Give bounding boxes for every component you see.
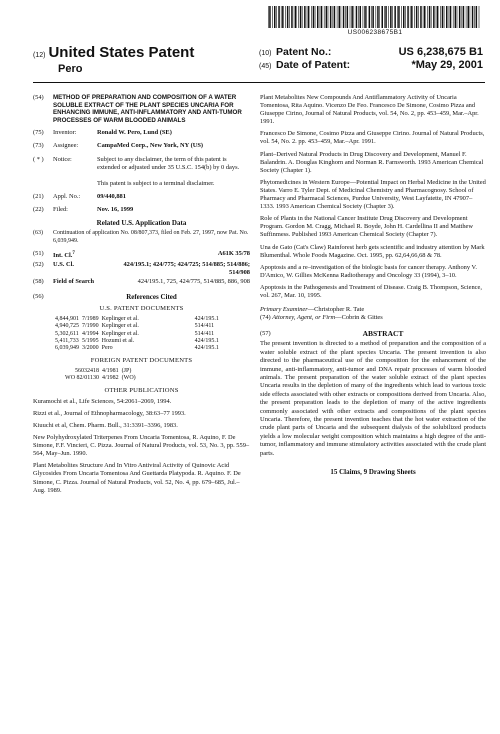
- abstract-code: (57): [260, 330, 271, 338]
- right-column: [260, 94, 486, 476]
- filed-field: [33, 206, 250, 214]
- appl-label: Appl. No.:: [53, 192, 81, 200]
- foreign-patent-country: (WO): [121, 375, 136, 382]
- attorney-row: [260, 314, 486, 322]
- us-patent-date: 3/2000: [82, 345, 99, 352]
- other-publications-right: [260, 94, 486, 300]
- publication-entry: Role of Plants in the National Cancer Institute Drug Discovery and Development Program. Gordon M. Cragg, Michael R. Boyde, John H. Cardellina II and Matthew Suffinmess. Published 1993 American Chemical Society (Chapter 7).: [260, 215, 473, 239]
- inventor-code: (75): [33, 129, 44, 137]
- examiner-label: Primary Examiner: [260, 306, 308, 314]
- us-patent-row: [55, 345, 222, 352]
- title-code: (54): [33, 94, 44, 101]
- us-patent-cls: 424/195.1: [194, 345, 219, 352]
- uscl-code: (52): [33, 261, 44, 269]
- publication-entry: Rizzi et al., Journal of Ethnopharmacology, 38:63–77 1993.: [33, 409, 186, 417]
- examiner-value: —Christopher R. Tate: [307, 306, 365, 314]
- foreign-patent-date: 4/1982: [102, 375, 119, 382]
- abstract-text: The present invention is directed to a method of preparation and the composition of a water soluble extract of the plant species Uncaria. The present invention is also directed to the pharmaceutical use of the composition for the enhancement of the immune, anti-inflammatory, anti-tumor and DNA repair processes of warm blooded animals. The present preparation of the water soluble extract of the plant species Uncaria results in the depletion of many of the ingredients which lead to various toxic side effects associated with other extracts or compositions derived from Uncaria. Also, the present preparation leads to the depletion of many of the active ingredients commonly associated with other extracts and compositions of the plant species Uncaria. Therefore, the present invention teaches that the hot water extraction of the crude plant parts of Uncaria and the subsequent dialysis of the solubilized products yields a low molecular weight composition which maintains a high degree of the anti-tumor, inflammatory and immune stimulatory activities associated with the crude plant parts.: [260, 340, 486, 457]
- continuation-code: (63): [33, 230, 43, 237]
- continuation-value: Continuation of application No. 08/807,373, filed on Feb. 27, 1997, now Pat. No. 6,039,949.: [53, 230, 249, 244]
- other-publications-left: [33, 398, 250, 495]
- other-publications-heading: OTHER PUBLICATIONS: [104, 386, 179, 394]
- patent-date-label: Date of Patent:: [276, 59, 351, 71]
- us-patent-cls: 514/411: [194, 330, 215, 337]
- us-patent-cls: 424/195.1: [194, 337, 219, 344]
- examiner-row: [260, 306, 486, 314]
- publication-entry: Francesco De Simone, Cosimo Pizza and Giuseppe Cirino. Journal of Natural Products, vol. 54, No. 2. pp. 453–459, Mar.–Apr. 1991.: [260, 130, 485, 146]
- attorney-value: —Cobrin & Gittes: [335, 314, 383, 322]
- intcl-label: Int. Cl.: [53, 252, 73, 260]
- us-patent-cls: 424/195.1: [194, 315, 219, 322]
- inventor-value: Ronald W. Pero, Lund (SE): [97, 129, 172, 137]
- us-patent-num: 4,844,901: [55, 315, 79, 322]
- intcl-sup: 7: [72, 251, 75, 257]
- us-patent-name: Hozumi et al.: [101, 337, 135, 344]
- intcl-field: [33, 250, 250, 260]
- appl-value: 09/440,881: [97, 192, 126, 200]
- intcl-code: (51): [33, 250, 44, 258]
- references-code: (56): [33, 292, 44, 300]
- intcl-label-wrap: [53, 250, 123, 260]
- publication-entry: Plant–Derived Natural Products in Drug Discovery and Development, Manuel F. Balandrin. A. Douglas Kinghorn and Norman R. Farnsworth. 1993 American Chemical Society (Chapter 1).: [260, 150, 484, 174]
- notice-label: Notice:: [53, 155, 72, 163]
- continuation-field: [33, 230, 250, 245]
- patent-title-heading: United States Patent: [48, 44, 195, 61]
- header-left: [33, 44, 194, 75]
- foreign-patent-row: [55, 375, 139, 382]
- us-patent-row: [55, 323, 222, 330]
- search-value: 424/195.1, 725, 424/775, 514/885, 886, 908: [137, 278, 250, 286]
- assignee-value: CampaMed Corp., New York, NY (US): [97, 142, 204, 150]
- notice-text-1: Subject to any disclaimer, the term of this patent is extended or adjusted under 35 U.S.C. 154(b) by 0 days.: [97, 155, 240, 171]
- assignee-code: (73): [33, 142, 44, 150]
- assignee-label: Assignee:: [53, 142, 79, 150]
- search-field: [33, 278, 250, 286]
- us-patent-date: 4/1994: [82, 330, 99, 337]
- filed-code: (22): [33, 206, 44, 214]
- us-patent-num: 6,039,949: [55, 345, 79, 352]
- related-heading: Related U.S. Application Data: [96, 219, 187, 228]
- patent-date-row: [259, 59, 483, 71]
- uscl-label: U.S. Cl.: [53, 261, 74, 269]
- abstract-heading-row: [260, 330, 486, 338]
- us-patent-name: Keplinger et al.: [101, 330, 139, 337]
- us-patent-name: Pero: [101, 345, 113, 352]
- us-patent-row: [55, 331, 222, 338]
- references-heading: References Cited: [126, 292, 177, 301]
- publication-entry: Phytomedicines in Western Europe—Potential Impact on Herbal Medicine in the United States. Varro E. Tyler Dept. of Medicinal Chemistry and Pharmacognosy. School of Pharmacy and Pharmacal Sciences, Purdue University, West Layfatette, IN 47907–1333. 1993 American Chemical Society (Chapter 3).: [260, 178, 486, 211]
- us-patent-row: [55, 316, 222, 323]
- filed-value: Nov. 16, 1999: [97, 206, 134, 214]
- assignee-field: [33, 142, 250, 150]
- intcl-value: A61K 35/78: [217, 250, 250, 258]
- notice-text-2: This patent is subject to a terminal disclaimer.: [97, 179, 215, 187]
- search-label: Field of Search: [53, 278, 95, 286]
- inventor-label: Inventor:: [53, 129, 77, 137]
- foreign-patent-country: (JP): [121, 367, 132, 374]
- us-patent-num: 5,302,611: [55, 330, 79, 337]
- us-patent-num: 5,411,733: [55, 337, 79, 344]
- title-field: [33, 94, 250, 124]
- us-patent-date: 5/1995: [82, 337, 99, 344]
- patent-date-value: *May 29, 2001: [411, 59, 483, 71]
- header-right: [259, 46, 483, 72]
- foreign-patent-date: 4/1981: [102, 367, 119, 374]
- header-code: (12): [33, 52, 46, 59]
- publication-entry: Kiuuchi et al, Chem. Pharm. Bull., 31:3391–3396, 1983.: [33, 421, 178, 429]
- abstract-heading: ABSTRACT: [362, 329, 404, 339]
- header-divider: [33, 82, 485, 83]
- patent-date-code: (45): [259, 63, 272, 70]
- foreign-patents-table: [55, 368, 139, 383]
- filed-label: Filed:: [53, 206, 68, 214]
- us-patent-row: [55, 338, 222, 345]
- notice-field: [33, 156, 250, 188]
- us-patents-table: [55, 316, 222, 353]
- us-patent-name: Keplinger et al.: [101, 315, 139, 322]
- publication-entry: Una de Gato (Cat's Claw) Rainforest herb gets scientific and industry attention by Mark Blumenthal. Whole Foods Magazine. Oct. 1995, pp. 62,64,66,68 & 78.: [260, 243, 485, 259]
- patent-number-value: US 6,238,675 B1: [398, 46, 483, 58]
- appl-code: (21): [33, 192, 44, 200]
- us-patent-date: 7/1989: [82, 315, 99, 322]
- notice-code: ( * ): [33, 155, 44, 163]
- barcode: [268, 6, 482, 28]
- publication-entry: Kuramochi et al., Life Sciences, 54:2061–2069, 1994.: [33, 397, 172, 405]
- appl-field: [33, 193, 250, 201]
- notice-value: [97, 156, 250, 188]
- invention-title: METHOD OF PREPARATION AND COMPOSITION OF A WATER SOLUBLE EXTRACT OF THE PLANT SPECIES UNCARIA FOR ENHANCING IMMUNE, ANTI-INFLAMMATORY AND ANTI-TUMOR PROCESSES OF WARM BLOODED ANIMALS: [53, 94, 242, 124]
- us-patents-heading: U.S. PATENT DOCUMENTS: [99, 304, 184, 312]
- foreign-patents-heading: FOREIGN PATENT DOCUMENTS: [90, 356, 193, 364]
- inventor-short: Pero: [58, 63, 83, 75]
- claims-summary: 15 Claims, 9 Drawing Sheets: [330, 468, 416, 477]
- publication-entry: Plant Metabolites Structure And In Vitro Antiviral Activity of Quinovic Acid Glycosides From Uncaria Tomentosa And Guettarda Platypoda. R. Aquino. F. De Simone, C. Pizza. Journal of Natural Products, vol. 52, No. 4, pp. 679–685, Jul.–Aug. 1989.: [33, 462, 241, 494]
- us-patent-cls: 514/411: [194, 323, 215, 330]
- foreign-patent-num: WO 82/01130: [65, 375, 99, 382]
- left-column: [33, 94, 250, 499]
- patent-number-row: [259, 46, 483, 58]
- patent-number-label: Patent No.:: [276, 46, 332, 58]
- us-patent-date: 7/1990: [82, 323, 99, 330]
- inventor-field: [33, 129, 250, 137]
- search-code: (58): [33, 278, 44, 286]
- uscl-value: 424/195.1; 424/775; 424/725; 514/885; 514/886; 514/908: [123, 261, 250, 277]
- foreign-patent-num: 56032418: [75, 367, 99, 374]
- publication-entry: New Polyhydroxylated Triterpenes From Uncaria Tomentosa, R. Aquino, F. De Simone, F.F. Vincieri, C. Pizza. Journal of Natural Products, vol. 53, No. 3, pp. 559–564, May–Jun. 1990.: [33, 434, 250, 458]
- us-patent-num: 4,940,725: [55, 323, 79, 330]
- attorney-code: (74): [260, 314, 271, 322]
- publication-entry: Plant Metabolites New Compounds And Antiflammatory Activity of Uncaria Tomentosa, Rita Aquino. Vicenzo De Feo. Francesco De Simone, Cosimo Pizza and Giuseppe Cirino, Journal of Natural Products, vol. 54, No. 2, pp. 453–459, Mar.–Apr. 1991.: [260, 94, 479, 126]
- us-patent-name: Keplinger et al.: [101, 323, 139, 330]
- publication-entry: Apoptosis in the Pathogenesis and Treatment of Disease. Craig B. Thompson, Science, vol. 267, Mar. 10, 1995.: [260, 283, 482, 299]
- barcode-number: US006238675B1: [347, 29, 403, 36]
- uscl-field: [33, 261, 250, 277]
- references-heading-row: [33, 293, 250, 301]
- attorney-label: Attorney, Agent, or Firm: [272, 314, 336, 322]
- publication-entry: Apoptosis and a re–investigation of the biologic basis for cancer therapy. Anthony V. D'Amico, W. Gillies McKenna Radiotherapy and Oncology 33 (1994), 3–10.: [260, 263, 477, 279]
- patent-number-code: (10): [259, 50, 272, 57]
